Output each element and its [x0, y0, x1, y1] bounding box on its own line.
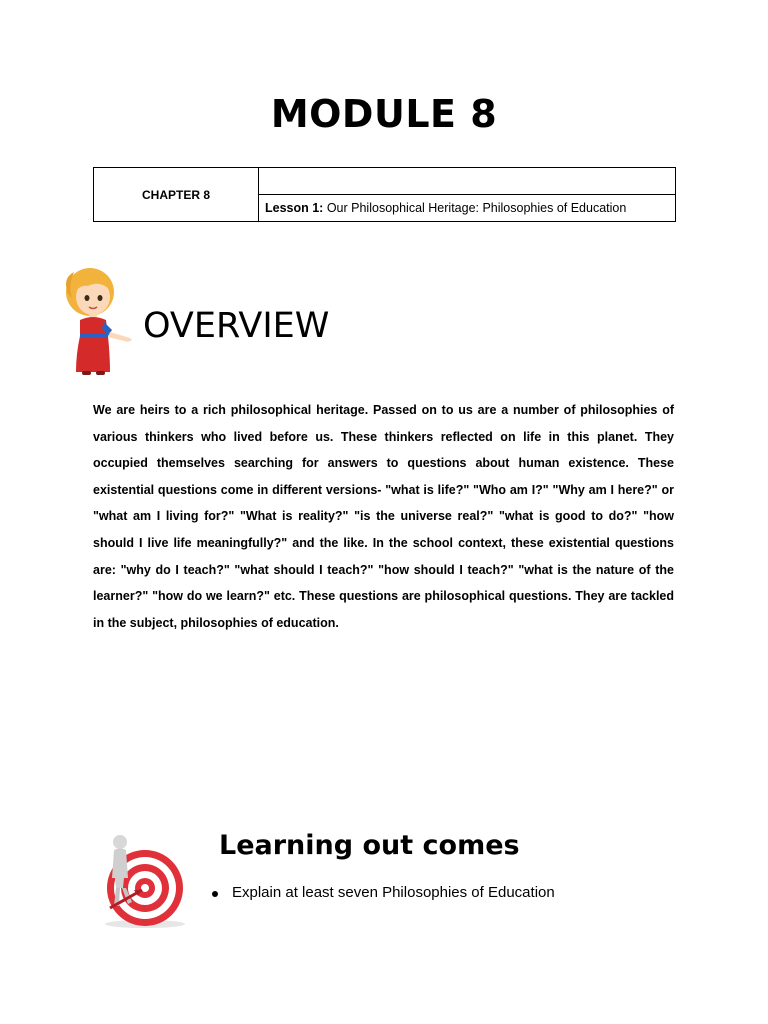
module-title: MODULE 8	[270, 92, 498, 136]
chapter-table	[93, 167, 676, 222]
lesson-title: Our Philosophical Heritage: Philosophies of Education	[323, 201, 627, 215]
lesson-cell	[259, 195, 676, 222]
learning-outcomes-heading: Learning out comes	[219, 830, 520, 861]
teacher-girl-icon	[60, 264, 136, 378]
target-icon	[98, 826, 193, 930]
chapter-empty-cell	[259, 168, 676, 195]
lesson-prefix: Lesson 1:	[265, 201, 324, 215]
chapter-label: CHAPTER 8	[94, 168, 259, 222]
learning-outcomes-list	[212, 884, 555, 901]
list-item: Explain at least seven Philosophies of Education	[212, 884, 555, 901]
overview-body: We are heirs to a rich philosophical heritage. Passed on to us are a number of philosophies of various thinkers who lived before us. These thinkers reflected on life in this planet. They occupied themselves searching for answers to questions about human existence. These existential questions come in different versions- "what is life?" "Who am I?" "Why am I here?" or "what am I living for?" "What is reality?" "is the universe real?" "what is good to do?" "how should I live life meaningfully?" and the like. In the school context, these existential questions are: "why do I teach?" "what should I teach?" "how should I teach?" "what is the nature of the learner?" "how do we learn?" etc. These questions are philosophical questions. They are tackled in the subject, philosophies of education.	[93, 403, 674, 630]
overview-heading: OVERVIEW	[143, 306, 330, 346]
